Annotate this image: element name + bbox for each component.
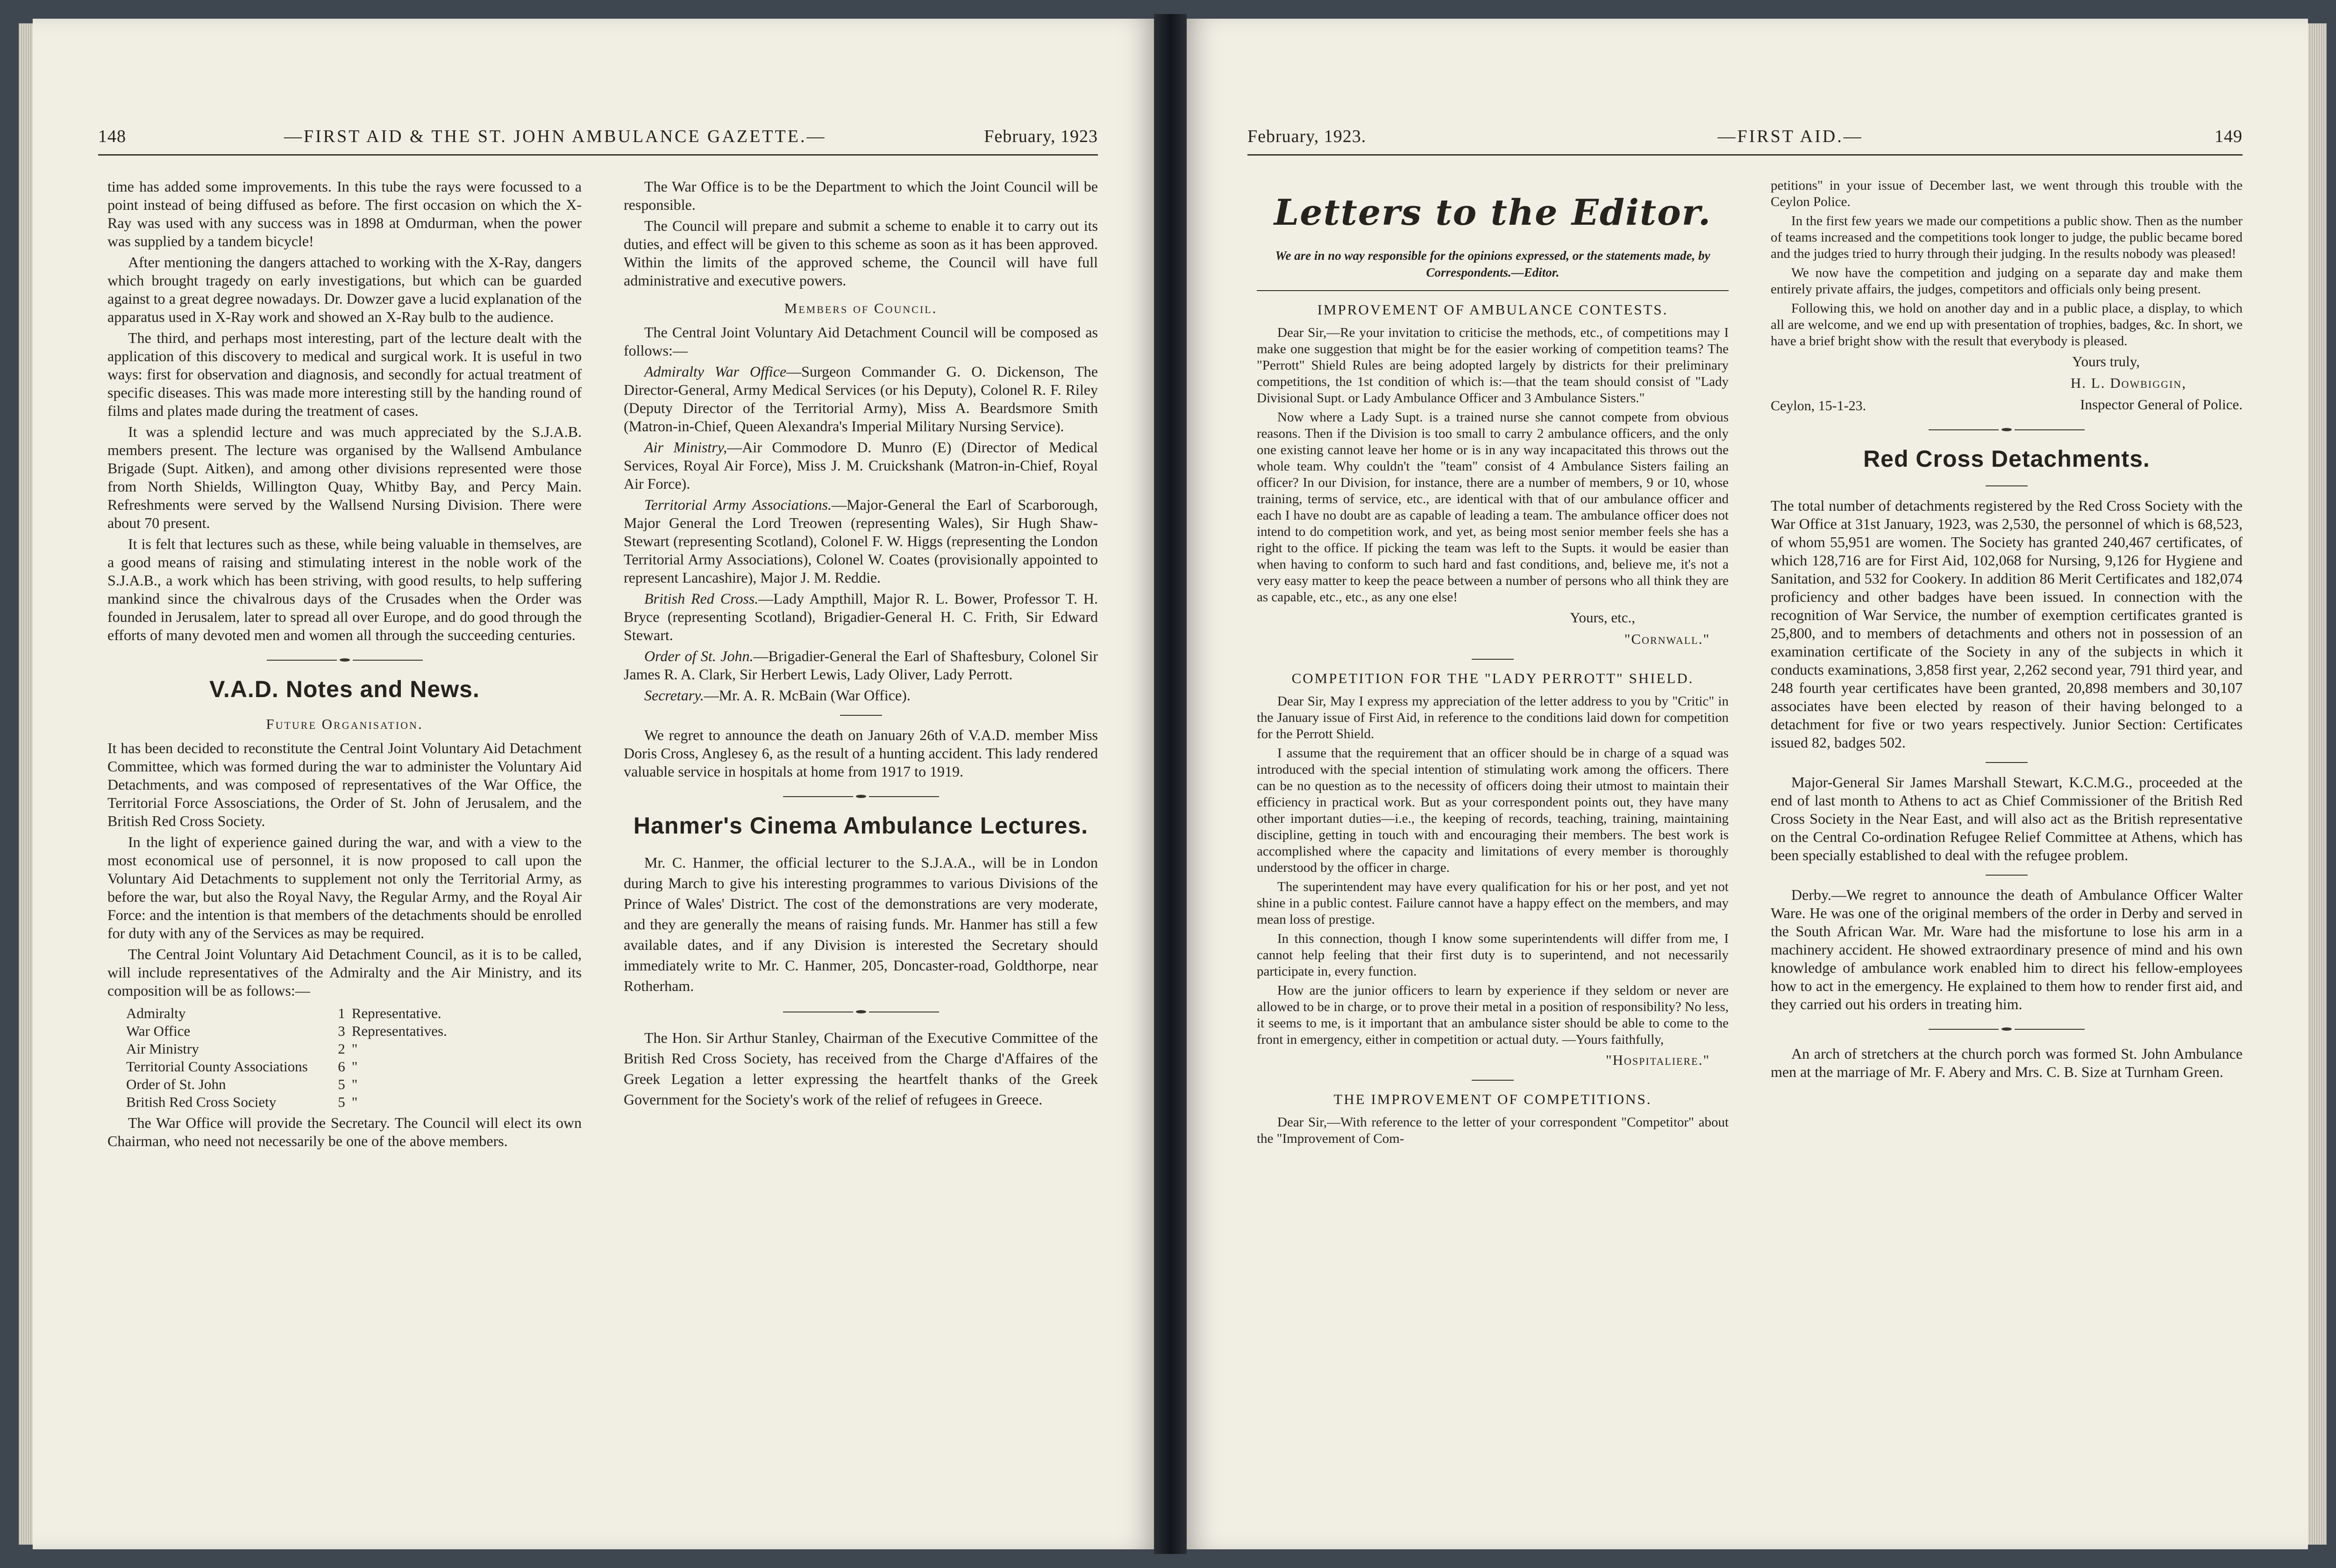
left-page xyxy=(33,19,1154,1549)
place-date: Ceylon, 15-1-23. xyxy=(1771,398,1866,413)
issue-date: February, 1923. xyxy=(1247,127,1367,146)
book-gutter xyxy=(1154,14,1187,1554)
paragraph: The War Office is to be the Department to which the Joint Council will be responsible. xyxy=(624,178,1098,213)
short-rule xyxy=(840,715,882,716)
paragraph: The War Office will provide the Secretary. The Council will elect its own Chairman, who need not necessarily be one of the above members. xyxy=(107,1114,582,1149)
rule xyxy=(1257,290,1729,291)
ornament-divider xyxy=(107,658,582,662)
paragraph: petitions" in your issue of December last, we went through this trouble with the Ceylon Police. xyxy=(1771,178,2243,209)
right-page xyxy=(1187,19,2308,1549)
right-column-2 xyxy=(1771,178,2243,1493)
journal-title: —FIRST AID & THE ST. JOHN AMBULANCE GAZETTE.— xyxy=(284,127,826,146)
paragraph: It was a splendid lecture and was much appreciated by the S.J.A.B. members present. The lecture was organised by the Wallsend Ambulance Brigade (Supt. Aitken), and among other divisions represented were those from North Shields, Willington Quay, Whitby Bay, and Percy Main. Refreshments were served by the Wallsend Nursing Division. There were about 70 present. xyxy=(107,423,582,531)
letter-head: THE IMPROVEMENT OF COMPETITIONS. xyxy=(1333,1091,1652,1107)
issue-date: February, 1923 xyxy=(984,127,1098,146)
letter-signature: "Hospitaliere." xyxy=(1605,1052,1710,1068)
paragraph: After mentioning the dangers attached to working with the X-Ray, dangers which brought tragedy on early investigations, but which can be guarded against to a great degree nowadays. Dr. Dowzer gave a lucid explanation of the apparatus used in X-Ray work and showed an X-Ray bulb to the audience. xyxy=(107,254,582,325)
left-column-2 xyxy=(624,178,1098,1493)
paragraph: Dear Sir,—With reference to the letter of your correspondent "Competitor" about the "Improvement of Com- xyxy=(1257,1115,1729,1146)
page-number: 148 xyxy=(98,127,126,146)
subsection-head: Members of Council. xyxy=(784,300,938,316)
letters-title: Letters to the Editor. xyxy=(1274,192,1712,233)
paragraph: Following this, we hold on another day and in a public place, a display, to which all are welcome, and we end up with presentation of trophies, badges, &c. In short, we have a brief bright show with the result that everybody is pleased. xyxy=(1771,301,2243,349)
letter-close: Yours, etc., xyxy=(1570,609,1635,626)
short-rule xyxy=(1986,762,2028,763)
ornament-divider xyxy=(624,795,1098,798)
member-entry: Territorial Army Associations.—Major-General the Earl of Scarborough, Major General the Lord Treowen (representing Wales), Sir Hugh Shaw-Stewart (representing Scotland), Colonel F. W. Higgs (representing the London Territorial Army Associations), Colonel W. Coates (provisionally appointed to represent Lancashire), Major J. M. Reddie. xyxy=(624,496,1098,586)
paragraph: Dear Sir, May I express my appreciation of the letter address to you by "Critic" in the January issue of First Aid, in reference to the conditions laid down for competition for the Perrott Shield. xyxy=(1257,694,1729,741)
short-rule xyxy=(1472,659,1514,660)
paragraph: I assume that the requirement that an officer should be in charge of a squad was introduced with the special intention of stimulating work among the officers. There can be no question as to the necessity of officers doing their utmost to maintain their efficiency in practical work. But as your correspondent points out, they have many other important duties—i.e., the keeping of records, teaching, training, maintaining discipline, getting in touch with and encouraging their members. The best work is accomplished where the capacity and limitations of every member is thoroughly understood by the officer in charge. xyxy=(1257,746,1729,875)
paragraph: We now have the competition and judging on a separate day and make them entirely private affairs, the judges, competitors and officials only being present. xyxy=(1771,265,2243,297)
letter-signature: H. L. Dowbiggin, xyxy=(2070,375,2186,391)
short-rule xyxy=(1986,875,2028,876)
paragraph: The Hon. Sir Arthur Stanley, Chairman of the Executive Committee of the British Red Cross Society, has received from the Charge d'Affaires of the Greek Legation a letter expressing the heartfelt thanks of the Greek Government for the Society's work of the relief of refugees in Greece. xyxy=(624,1029,1098,1108)
paragraph: The Central Joint Voluntary Aid Detachment Council will be composed as follows:— xyxy=(624,324,1098,359)
left-page-edge xyxy=(19,23,33,1545)
paragraph: How are the junior officers to learn by experience if they seldom or never are allowed to be in charge, or to prove their metal in a position of responsibility? No less, it seems to me, is it important that an ambulance sister should be able to come to the front in emergency, either in competition or actual duty. —Yours faithfully, xyxy=(1257,983,1729,1047)
subsection-head: Future Organisation. xyxy=(266,716,423,732)
section-title: V.A.D. Notes and News. xyxy=(209,676,480,702)
header-rule xyxy=(98,154,1098,156)
paragraph: It has been decided to reconstitute the Central Joint Voluntary Aid Detachment Committee, which was formed during the war to administer the Voluntary Aid Detachments, and was composed of representatives of the War Office, the Territorial Force Assosciations, the Order of St. John of Jerusalem, and the British Red Cross Society. xyxy=(107,740,582,829)
letter-head: COMPETITION FOR THE "LADY PERROTT" SHIELD. xyxy=(1291,670,1694,686)
signature-title: Inspector General of Police. xyxy=(2080,396,2243,413)
short-rule xyxy=(1986,485,2028,486)
paragraph: In the first few years we made our competitions a public show. Then as the number of teams increased and the competitions took longer to judge, the public became bored and the judges tried to hurry through their judging. In the results nobody was pleased! xyxy=(1771,214,2243,261)
paragraph: The third, and perhaps most interesting, part of the lecture dealt with the application of this discovery to medical and surgical work. It is useful in two ways: first for observation and diagnosis, and secondly for actual treatment of specific diseases. This was made more interesting still by the handing round of films and plates made during the treatment of cases. xyxy=(107,329,582,419)
paragraph: Derby.—We regret to announce the death of Ambulance Officer Walter Ware. He was one of the original members of the order in Derby and served in the South African War. Mr. Ware had the misfortune to lose his arm in a machinery accident. He showed extraordinary presence of mind and his own knowledge of ambulance work enabled him to direct his fellow-employees how to act in the emergency. He explained to them how to render first aid, and they carried out his orders in treating him. xyxy=(1771,886,2243,1012)
right-page-edge xyxy=(2308,23,2327,1545)
paragraph: time has added some improvements. In this tube the rays were focussed to a point instead of being diffused as before. The first occasion on which the X-Ray was used with any success was in 1898 at Omdurman, when the power was supplied by a tandem bicycle! xyxy=(107,178,582,249)
short-rule xyxy=(1472,1080,1514,1081)
paragraph: The total number of detachments registered by the Red Cross Society with the War Office at 31st January, 1923, was 2,530, the personnel of which is 68,523, of whom 55,951 are women. The Society has granted 240,467 certificates, of which 128,716 are for First Aid, 102,068 for Nursing, 9,126 for Hygiene and Sanitation, and 532 for Cookery. In addition 86 Merit Certificates and 182,074 proficiency and other badges have been issued. In connection with the recognition of War Service, the number of exemption certificates granted is 25,800, and to members of detachments and others not in possession of an examination certificate of the Society in any of the subjects in which it conducts examinations, 3,858 first year, 2,262 second year, 791 third year, and 248 fourth year certificates have been granted, 20,898 members and 30,107 associates have been elected by reason of their having belonged to a detachment for five or two years respectively. Junior Section: Certificates issued 82, badges 502. xyxy=(1771,497,2243,751)
paragraph: An arch of stretchers at the church porch was formed St. John Ambulance men at the marriage of Mr. F. Abery and Mrs. C. B. Size at Turnham Green. xyxy=(1771,1045,2243,1080)
page-number: 149 xyxy=(2215,127,2243,146)
paragraph: The superintendent may have every qualification for his or her post, and yet not shine in a public contest. Failure cannot have a happy effect on the members, and may mean loss of prestige. xyxy=(1257,879,1729,927)
editor-disclaimer: We are in no way responsible for the opinions expressed, or the statements made, by Correspondents.—Editor. xyxy=(1275,249,1710,279)
letter-close: Yours truly, xyxy=(2072,353,2140,370)
member-entry: Secretary.—Mr. A. R. McBain (War Office). xyxy=(644,687,911,704)
member-entry: Admiralty War Office—Surgeon Commander G. O. Dickenson, The Director-General, Army Medical Services (or his Deputy), Colonel R. F. Riley (Deputy Director of the Territorial Army), Miss A. Beardsmore Smith (Matron-in-Chief, Queen Alexandra's Imperial Military Nursing Service). xyxy=(624,363,1098,435)
paragraph: It is felt that lectures such as these, while being valuable in themselves, are a good means of raising and stimulating interest in the noble work of the S.J.A.B., a work which has been striving, with good results, to help suffering mankind since the chivalrous days of the Crusades when the Order was founded in Jerusalem, later to spread all over Europe, and do good through the efforts of many devoted men and women all through the succeeding centuries. xyxy=(107,535,582,643)
section-title: Red Cross Detachments. xyxy=(1863,446,2150,472)
paragraph: In the light of experience gained during the war, and with a view to the most economical use of personnel, it is now proposed to call upon the Voluntary Aid Detachments to supplement not only the Territorial Army, as before the war, but also the Royal Navy, the Regular Army, and the Royal Air Force: and the intention is that members of the detachments should be enrolled for duty with any of the Services as may be required. xyxy=(107,834,582,941)
paragraph: Now where a Lady Supt. is a trained nurse she cannot compete from obvious reasons. Then if the Division is too small to carry 2 ambulance officers, and the only one existing cannot leave her home or is in any way incapacitated this throws out the whole team. Why couldn't the "team" consist of 4 Ambulance Sisters failing an officer? In our Division, for instance, there are a number of members, 9 or 10, whose training, terms of service, etc., are identical with that of our ambulance officer and each I have no doubt are as capable of leading a team. The ambulance officer does not intend to do competition work, and yet, as being most senior member feels she has a right to the office. If picking the team was left to the Supts. it would be easier than when having to conform to such hard and fast conditions, and, believe me, it's not a very easy matter to keep the peace between a number of persons who all think they are as capable, etc., etc., as any one else! xyxy=(1257,410,1729,605)
paragraph: Mr. C. Hanmer, the official lecturer to the S.J.A.A., will be in London during March to give his interesting programmes to various Divisions of the Prince of Wales' District. The cost of the demonstrations are very moderate, and they are generally the means of raising funds. Mr. Hanmer has still a few available dates, and if any Division is interested the Secretary should immediately write to Mr. C. Hanmer, 205, Doncaster-road, Goldthorpe, near Rotherham. xyxy=(624,854,1098,994)
signature-block xyxy=(1771,395,2243,414)
paragraph: We regret to announce the death on January 26th of V.A.D. member Miss Doris Cross, Anglesey 6, as the result of a hunting accident. This lady rendered valuable service in hospitals at home from 1917 to 1919. xyxy=(624,727,1098,780)
member-entry: British Red Cross.—Lady Ampthill, Major R. L. Bower, Professor T. H. Bryce (representing Scotland), Brigadier-General H. C. Frith, Sir Edward Stewart. xyxy=(624,590,1098,643)
section-title: Hanmer's Cinema Ambulance Lectures. xyxy=(633,813,1089,839)
left-running-head xyxy=(98,126,1098,147)
table-row: British Red Cross Society 5 " xyxy=(126,1094,358,1110)
ornament-divider xyxy=(624,1010,1098,1013)
paragraph: In this connection, though I know some superintendents will differ from me, I cannot help feeling that their first duty is to superintend, and not necessarily participate in, every function. xyxy=(1257,931,1729,979)
header-rule xyxy=(1247,154,2243,156)
paragraph: The Central Joint Voluntary Aid Detachment Council, as it is to be called, will include representatives of the Admiralty and the Air Ministry, and its composition will be as follows:— xyxy=(107,946,582,999)
table-row: War Office 3 Representatives. xyxy=(126,1023,447,1039)
paragraph: Major-General Sir James Marshall Stewart, K.C.M.G., proceeded at the end of last month to Athens to act as Chief Commissioner of the British Red Cross Society in the Near East, and will also act as the British representative on the Central Co-ordination Refugee Relief Committee at Athens, which has been specially established to deal with the refugee problem. xyxy=(1771,774,2243,863)
paragraph: Dear Sir,—Re your invitation to criticise the methods, etc., of competitions may I make one suggestion that might be for the easier working of competition teams? The "Perrott" Shield Rules are being adopted largely by districts for their preliminary competitions, the 1st condition of which is:—that the team should consist of "Lady Divisional Supt. or Lady Ambulance Officer and 3 Ambulance Sisters." xyxy=(1257,325,1729,406)
right-running-head xyxy=(1247,126,2243,147)
member-entry: Air Ministry,—Air Commodore D. Munro (E) (Director of Medical Services, Royal Air Force), Miss J. M. Cruickshank (Matron-in-Chief, Royal Air Force). xyxy=(624,439,1098,492)
journal-title: —FIRST AID.— xyxy=(1717,127,1863,146)
table-row: Air Ministry 2 " xyxy=(126,1041,358,1057)
table-row: Order of St. John 5 " xyxy=(126,1076,358,1092)
table-row: Territorial County Associations 6 " xyxy=(126,1058,358,1075)
table-row: Admiralty 1 Representative. xyxy=(126,1005,442,1021)
paragraph: The Council will prepare and submit a scheme to enable it to carry out its duties, and effect will be given to this scheme as soon as it has been approved. Within the limits of the approved scheme, the Council will have full administrative and executive powers. xyxy=(624,217,1098,289)
right-column-1 xyxy=(1257,178,1729,1493)
member-entry: Order of St. John.—Brigadier-General the Earl of Shaftesbury, Colonel Sir James R. A. Clark, Sir Herbert Lewis, Lady Oliver, Lady Perrott. xyxy=(624,648,1098,683)
ornament-divider xyxy=(1771,428,2243,431)
letter-head: IMPROVEMENT OF AMBULANCE CONTESTS. xyxy=(1317,301,1668,318)
left-column-1 xyxy=(107,178,582,1493)
ornament-divider xyxy=(1771,1027,2243,1031)
representatives-table xyxy=(126,1005,456,1111)
letter-signature: "Cornwall." xyxy=(1624,631,1710,647)
